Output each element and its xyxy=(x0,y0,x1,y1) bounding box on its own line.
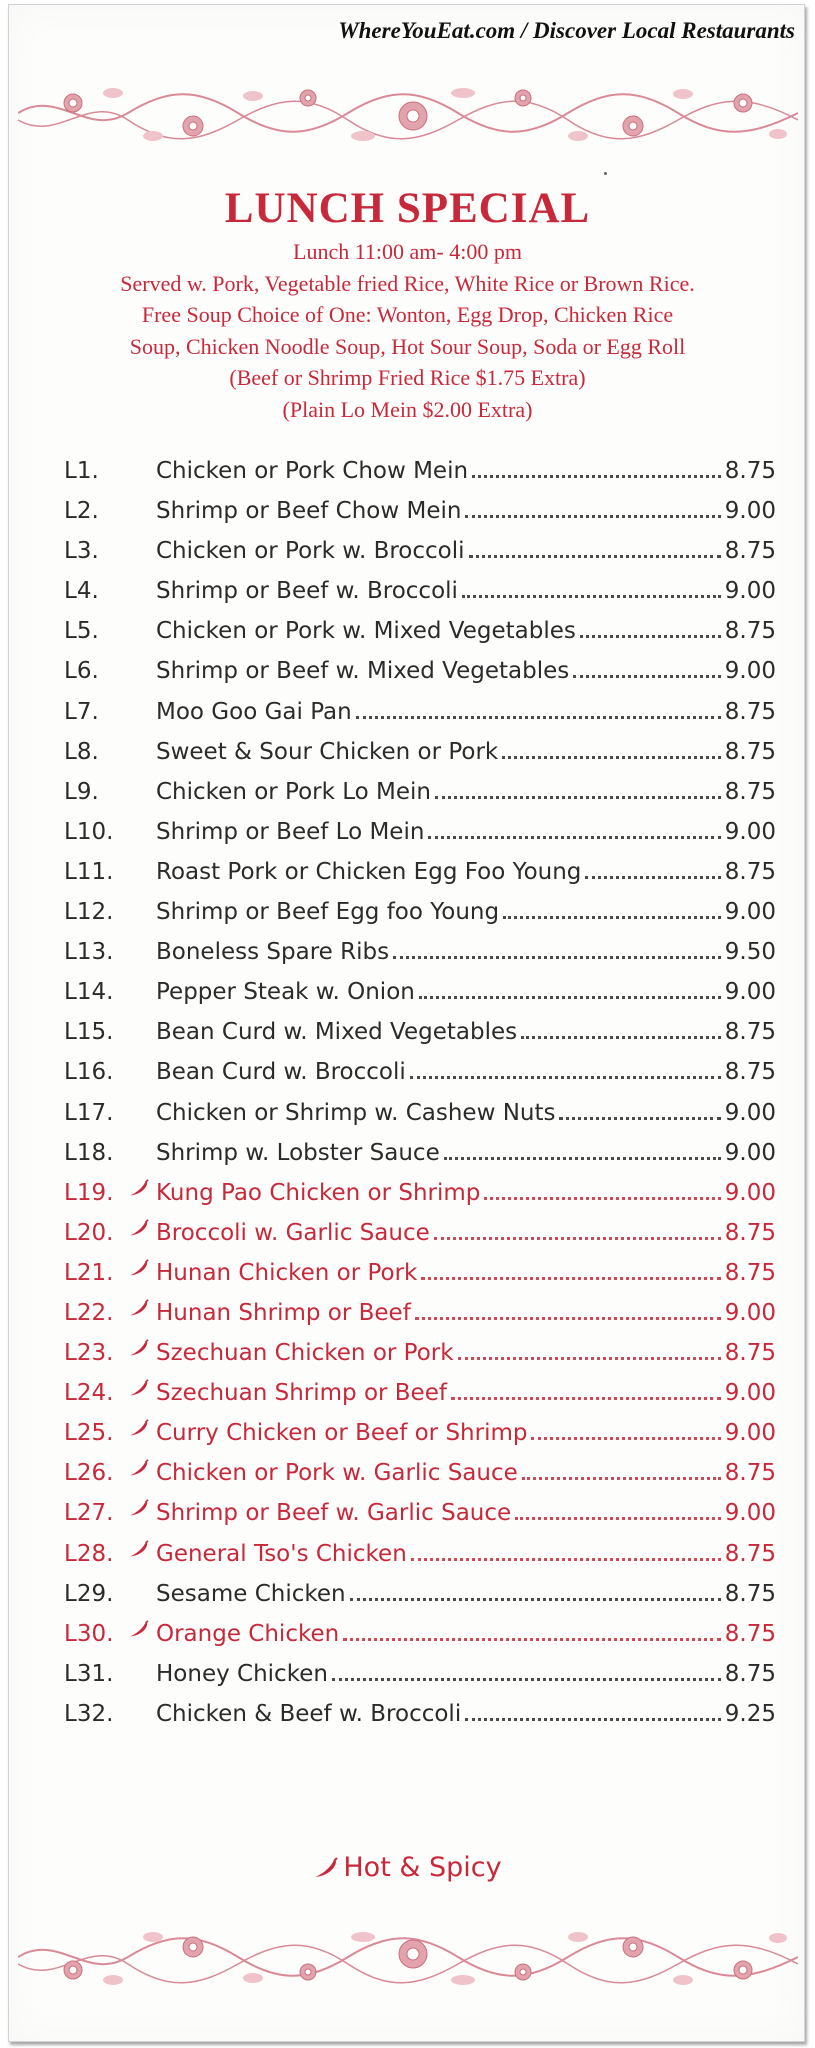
menu-item-name: Roast Pork or Chicken Egg Foo Young xyxy=(156,858,582,885)
menu-item-row xyxy=(64,1420,776,1460)
dot-leader xyxy=(462,580,721,598)
menu-item-row xyxy=(64,1701,776,1741)
spicy-marker-slot xyxy=(124,477,156,478)
menu-item-price: 8.75 xyxy=(724,1460,776,1487)
spicy-marker-slot xyxy=(124,1078,156,1079)
spicy-marker-slot xyxy=(124,1600,156,1601)
dot-leader xyxy=(502,741,721,759)
menu-item-name: Shrimp or Beef Egg foo Young xyxy=(156,899,500,926)
menu-item-price: 8.75 xyxy=(724,538,776,565)
spicy-marker-slot xyxy=(124,637,156,638)
dot-leader xyxy=(356,701,721,719)
menu-item-price: 8.75 xyxy=(724,1340,776,1367)
menu-item-row xyxy=(64,739,776,779)
chili-pepper-icon xyxy=(128,1339,150,1357)
note-line: Soup, Chicken Noodle Soup, Hot Sour Soup, Soda or Egg Roll xyxy=(129,333,686,359)
menu-item-name: Shrimp w. Lobster Sauce xyxy=(156,1139,440,1166)
menu-item-code: L26. xyxy=(64,1460,114,1487)
spicy-marker-slot xyxy=(124,798,156,799)
menu-item-name: Honey Chicken xyxy=(156,1660,328,1687)
dot-leader xyxy=(419,981,721,999)
menu-item-code: L3. xyxy=(64,538,99,565)
menu-item-price: 8.75 xyxy=(724,1660,776,1687)
menu-item-price: 9.00 xyxy=(724,979,776,1006)
menu-item-name: Sesame Chicken xyxy=(156,1580,346,1607)
menu-item-name: Moo Goo Gai Pan xyxy=(156,698,352,725)
menu-item-name: Szechuan Chicken or Pork xyxy=(156,1340,454,1367)
menu-item-price: 8.75 xyxy=(724,1620,776,1647)
menu-item-name: Curry Chicken or Beef or Shrimp xyxy=(156,1420,528,1447)
dot-leader xyxy=(531,1422,720,1440)
floral-border-bottom xyxy=(18,1912,798,2002)
menu-item-code: L31. xyxy=(64,1660,114,1687)
menu-item-code: L32. xyxy=(64,1700,114,1727)
dot-leader xyxy=(503,901,721,919)
menu-item-name: Chicken or Pork w. Mixed Vegetables xyxy=(156,618,576,645)
menu-item-code: L17. xyxy=(64,1099,114,1126)
menu-item-name: Chicken or Pork Lo Mein xyxy=(156,778,432,805)
dot-leader xyxy=(410,1061,721,1079)
menu-item-price: 9.00 xyxy=(724,1099,776,1126)
menu-item-price: 9.00 xyxy=(724,818,776,845)
dot-leader xyxy=(484,1182,720,1200)
menu-item-row xyxy=(64,1180,776,1220)
menu-item-name: Shrimp or Beef w. Garlic Sauce xyxy=(156,1500,512,1527)
floral-border-top xyxy=(18,68,798,158)
menu-item-name: Shrimp or Beef w. Mixed Vegetables xyxy=(156,658,570,685)
menu-item-code: L25. xyxy=(64,1420,114,1447)
menu-item-name: Shrimp or Beef Chow Mein xyxy=(156,498,462,525)
dot-leader xyxy=(415,1302,721,1320)
spicy-legend-label: Hot & Spicy xyxy=(343,1852,502,1883)
dot-leader xyxy=(580,620,721,638)
menu-item-code: L6. xyxy=(64,658,99,685)
menu-item-code: L19. xyxy=(64,1179,114,1206)
menu-item-name: Chicken or Shrimp w. Cashew Nuts xyxy=(156,1099,556,1126)
menu-item-price: 8.75 xyxy=(724,1019,776,1046)
dot-leader xyxy=(350,1583,721,1601)
menu-item-code: L27. xyxy=(64,1500,114,1527)
menu-item-price: 8.75 xyxy=(724,738,776,765)
spicy-marker-slot xyxy=(124,758,156,759)
menu-item-row xyxy=(64,458,776,498)
menu-item-name: Chicken or Pork Chow Mein xyxy=(156,458,469,484)
menu-item-code: L30. xyxy=(64,1620,114,1647)
menu-item-code: L9. xyxy=(64,778,99,805)
menu-item-code: L28. xyxy=(64,1540,114,1567)
menu-item-price: 9.00 xyxy=(724,1380,776,1407)
menu-item-name: General Tso's Chicken xyxy=(156,1540,407,1567)
menu-item-code: L7. xyxy=(64,698,99,725)
chili-pepper-icon xyxy=(128,1259,150,1277)
chili-pepper-icon xyxy=(128,1419,150,1437)
menu-item-row xyxy=(64,859,776,899)
menu-item-row xyxy=(64,1059,776,1099)
spicy-marker-slot xyxy=(124,1239,156,1240)
chili-pepper-icon xyxy=(128,1540,150,1558)
menu-item-code: L1. xyxy=(64,458,99,484)
dot-leader xyxy=(472,460,721,478)
site-header[interactable]: WhereYouEat.com / Discover Local Restaurants xyxy=(338,18,795,43)
chili-pepper-icon xyxy=(128,1499,150,1517)
menu-item-name: Boneless Spare Ribs xyxy=(156,939,390,966)
dot-leader xyxy=(435,781,721,799)
spicy-marker-slot xyxy=(124,718,156,719)
dot-leader xyxy=(434,1222,721,1240)
menu-item-row xyxy=(64,1340,776,1380)
dot-leader xyxy=(469,540,721,558)
menu-item-row xyxy=(64,979,776,1019)
menu-notes xyxy=(0,236,815,425)
dot-leader xyxy=(521,1021,721,1039)
menu-item-code: L23. xyxy=(64,1340,114,1367)
menu-item-code: L13. xyxy=(64,939,114,966)
menu-item-name: Hunan Chicken or Pork xyxy=(156,1259,418,1286)
spicy-marker-slot xyxy=(124,1399,156,1400)
menu-item-price: 9.00 xyxy=(724,498,776,525)
spicy-marker-slot xyxy=(124,1159,156,1160)
menu-item-code: L16. xyxy=(64,1059,114,1086)
menu-item-price: 9.25 xyxy=(724,1700,776,1727)
dot-leader xyxy=(451,1382,721,1400)
lunch-hours: Lunch 11:00 am- 4:00 pm xyxy=(293,239,522,264)
menu-item-name: Kung Pao Chicken or Shrimp xyxy=(156,1179,481,1206)
spicy-marker-slot xyxy=(124,1560,156,1561)
spicy-marker-slot xyxy=(124,517,156,518)
menu-item-row xyxy=(64,1019,776,1059)
dot-leader xyxy=(515,1502,721,1520)
dot-leader xyxy=(343,1623,721,1641)
menu-item-price: 8.75 xyxy=(724,1259,776,1286)
menu-item-code: L29. xyxy=(64,1580,114,1607)
dot-leader xyxy=(465,1703,721,1721)
menu-item-row xyxy=(64,1581,776,1621)
chili-pepper-icon xyxy=(128,1379,150,1397)
menu-item-price: 9.00 xyxy=(724,658,776,685)
chili-pepper-icon xyxy=(128,1219,150,1237)
dot-leader xyxy=(465,500,720,518)
spicy-marker-slot xyxy=(124,597,156,598)
menu-item-price: 8.75 xyxy=(724,1580,776,1607)
menu-item-price: 9.00 xyxy=(724,1179,776,1206)
menu-item-price: 8.75 xyxy=(724,458,776,484)
menu-item-list xyxy=(64,458,776,1741)
menu-item-code: L21. xyxy=(64,1259,114,1286)
menu-item-row xyxy=(64,1260,776,1300)
menu-item-row xyxy=(64,538,776,578)
menu-item-name: Chicken & Beef w. Broccoli xyxy=(156,1700,462,1727)
dot-leader xyxy=(585,861,720,879)
menu-item-row xyxy=(64,1100,776,1140)
spicy-marker-slot xyxy=(124,1479,156,1480)
menu-item-row xyxy=(64,699,776,739)
spicy-marker-slot xyxy=(124,1119,156,1120)
menu-item-row xyxy=(64,819,776,859)
menu-item-name: Pepper Steak w. Onion xyxy=(156,979,415,1006)
menu-item-price: 8.75 xyxy=(724,618,776,645)
spicy-marker-slot xyxy=(124,1640,156,1641)
menu-item-price: 9.00 xyxy=(724,578,776,605)
menu-item-price: 8.75 xyxy=(724,1059,776,1086)
menu-item-price: 9.00 xyxy=(724,899,776,926)
menu-item-name: Chicken or Pork w. Broccoli xyxy=(156,538,465,565)
menu-item-row xyxy=(64,899,776,939)
spicy-marker-slot xyxy=(124,878,156,879)
chili-pepper-icon xyxy=(128,1459,150,1477)
menu-item-code: L22. xyxy=(64,1299,114,1326)
menu-item-name: Orange Chicken xyxy=(156,1620,340,1647)
menu-item-name: Szechuan Shrimp or Beef xyxy=(156,1380,447,1407)
menu-item-code: L18. xyxy=(64,1139,114,1166)
menu-item-code: L8. xyxy=(64,738,99,765)
menu-item-code: L24. xyxy=(64,1380,114,1407)
menu-item-name: Broccoli w. Garlic Sauce xyxy=(156,1219,430,1246)
menu-item-code: L2. xyxy=(64,498,99,525)
spicy-marker-slot xyxy=(124,1680,156,1681)
menu-item-price: 9.00 xyxy=(724,1420,776,1447)
spicy-marker-slot xyxy=(124,677,156,678)
menu-item-price: 9.50 xyxy=(724,939,776,966)
menu-item-name: Chicken or Pork w. Garlic Sauce xyxy=(156,1460,518,1487)
dot-leader xyxy=(393,941,721,959)
spicy-marker-slot xyxy=(124,998,156,999)
menu-title: LUNCH SPECIAL xyxy=(224,185,591,232)
menu-item-price: 8.75 xyxy=(724,698,776,725)
spicy-legend xyxy=(0,1852,815,1883)
menu-item-code: L20. xyxy=(64,1219,114,1246)
dot-leader xyxy=(522,1462,721,1480)
dot-leader xyxy=(428,821,720,839)
menu-item-code: L14. xyxy=(64,979,114,1006)
spicy-marker-slot xyxy=(124,1439,156,1440)
menu-item-code: L5. xyxy=(64,618,99,645)
menu-item-row xyxy=(64,1541,776,1581)
note-line: (Beef or Shrimp Fried Rice $1.75 Extra) xyxy=(229,365,586,390)
menu-item-row xyxy=(64,658,776,698)
chili-pepper-icon xyxy=(128,1299,150,1317)
dot-leader xyxy=(559,1102,720,1120)
menu-item-row xyxy=(64,498,776,538)
note-line: (Plain Lo Mein $2.00 Extra) xyxy=(282,396,533,422)
menu-item-name: Shrimp or Beef Lo Mein xyxy=(156,818,425,845)
spicy-marker-slot xyxy=(124,1038,156,1039)
dot-leader xyxy=(411,1543,721,1561)
menu-item-row xyxy=(64,578,776,618)
chili-pepper-icon xyxy=(128,1179,150,1197)
dot-leader xyxy=(458,1342,721,1360)
menu-item-price: 9.00 xyxy=(724,1139,776,1166)
menu-item-code: L4. xyxy=(64,578,99,605)
menu-item-name: Sweet & Sour Chicken or Pork xyxy=(156,738,499,765)
spicy-marker-slot xyxy=(124,1279,156,1280)
dot-leader xyxy=(573,660,721,678)
menu-item-row xyxy=(64,618,776,658)
dot-leader xyxy=(332,1663,721,1681)
spicy-marker-slot xyxy=(124,958,156,959)
note-line: Free Soup Choice of One: Wonton, Egg Drop, Chicken Rice xyxy=(141,302,674,327)
chili-pepper-icon xyxy=(313,1857,339,1879)
spicy-marker-slot xyxy=(124,1199,156,1200)
menu-item-row xyxy=(64,1300,776,1340)
menu-item-code: L11. xyxy=(64,858,114,885)
menu-item-price: 8.75 xyxy=(724,1540,776,1567)
menu-item-name: Shrimp or Beef w. Broccoli xyxy=(156,578,458,605)
menu-item-code: L12. xyxy=(64,899,114,926)
menu-item-row xyxy=(64,779,776,819)
dot-leader xyxy=(444,1142,721,1160)
paper-speck xyxy=(604,172,607,175)
menu-item-price: 8.75 xyxy=(724,778,776,805)
menu-item-name: Hunan Shrimp or Beef xyxy=(156,1299,411,1326)
menu-item-row xyxy=(64,1661,776,1701)
menu-item-code: L15. xyxy=(64,1019,114,1046)
menu-item-name: Bean Curd w. Mixed Vegetables xyxy=(156,1019,518,1046)
spicy-marker-slot xyxy=(124,557,156,558)
note-line: Served w. Pork, Vegetable fried Rice, White Rice or Brown Rice. xyxy=(120,270,695,296)
spicy-marker-slot xyxy=(124,1519,156,1520)
menu-item-row xyxy=(64,1500,776,1540)
menu-item-code: L10. xyxy=(64,818,114,845)
menu-item-price: 9.00 xyxy=(724,1500,776,1527)
menu-item-price: 8.75 xyxy=(724,858,776,885)
menu-item-row xyxy=(64,1220,776,1260)
menu-item-price: 8.75 xyxy=(724,1219,776,1246)
dot-leader xyxy=(421,1262,720,1280)
menu-item-row xyxy=(64,1140,776,1180)
menu-item-row xyxy=(64,1621,776,1661)
chili-pepper-icon xyxy=(128,1620,150,1638)
menu-item-row xyxy=(64,1380,776,1420)
menu-item-row xyxy=(64,939,776,979)
spicy-marker-slot xyxy=(124,1319,156,1320)
spicy-marker-slot xyxy=(124,918,156,919)
menu-item-price: 9.00 xyxy=(724,1299,776,1326)
spicy-marker-slot xyxy=(124,1720,156,1721)
spicy-marker-slot xyxy=(124,1359,156,1360)
menu-item-name: Bean Curd w. Broccoli xyxy=(156,1059,406,1086)
menu-item-row xyxy=(64,1460,776,1500)
spicy-marker-slot xyxy=(124,838,156,839)
